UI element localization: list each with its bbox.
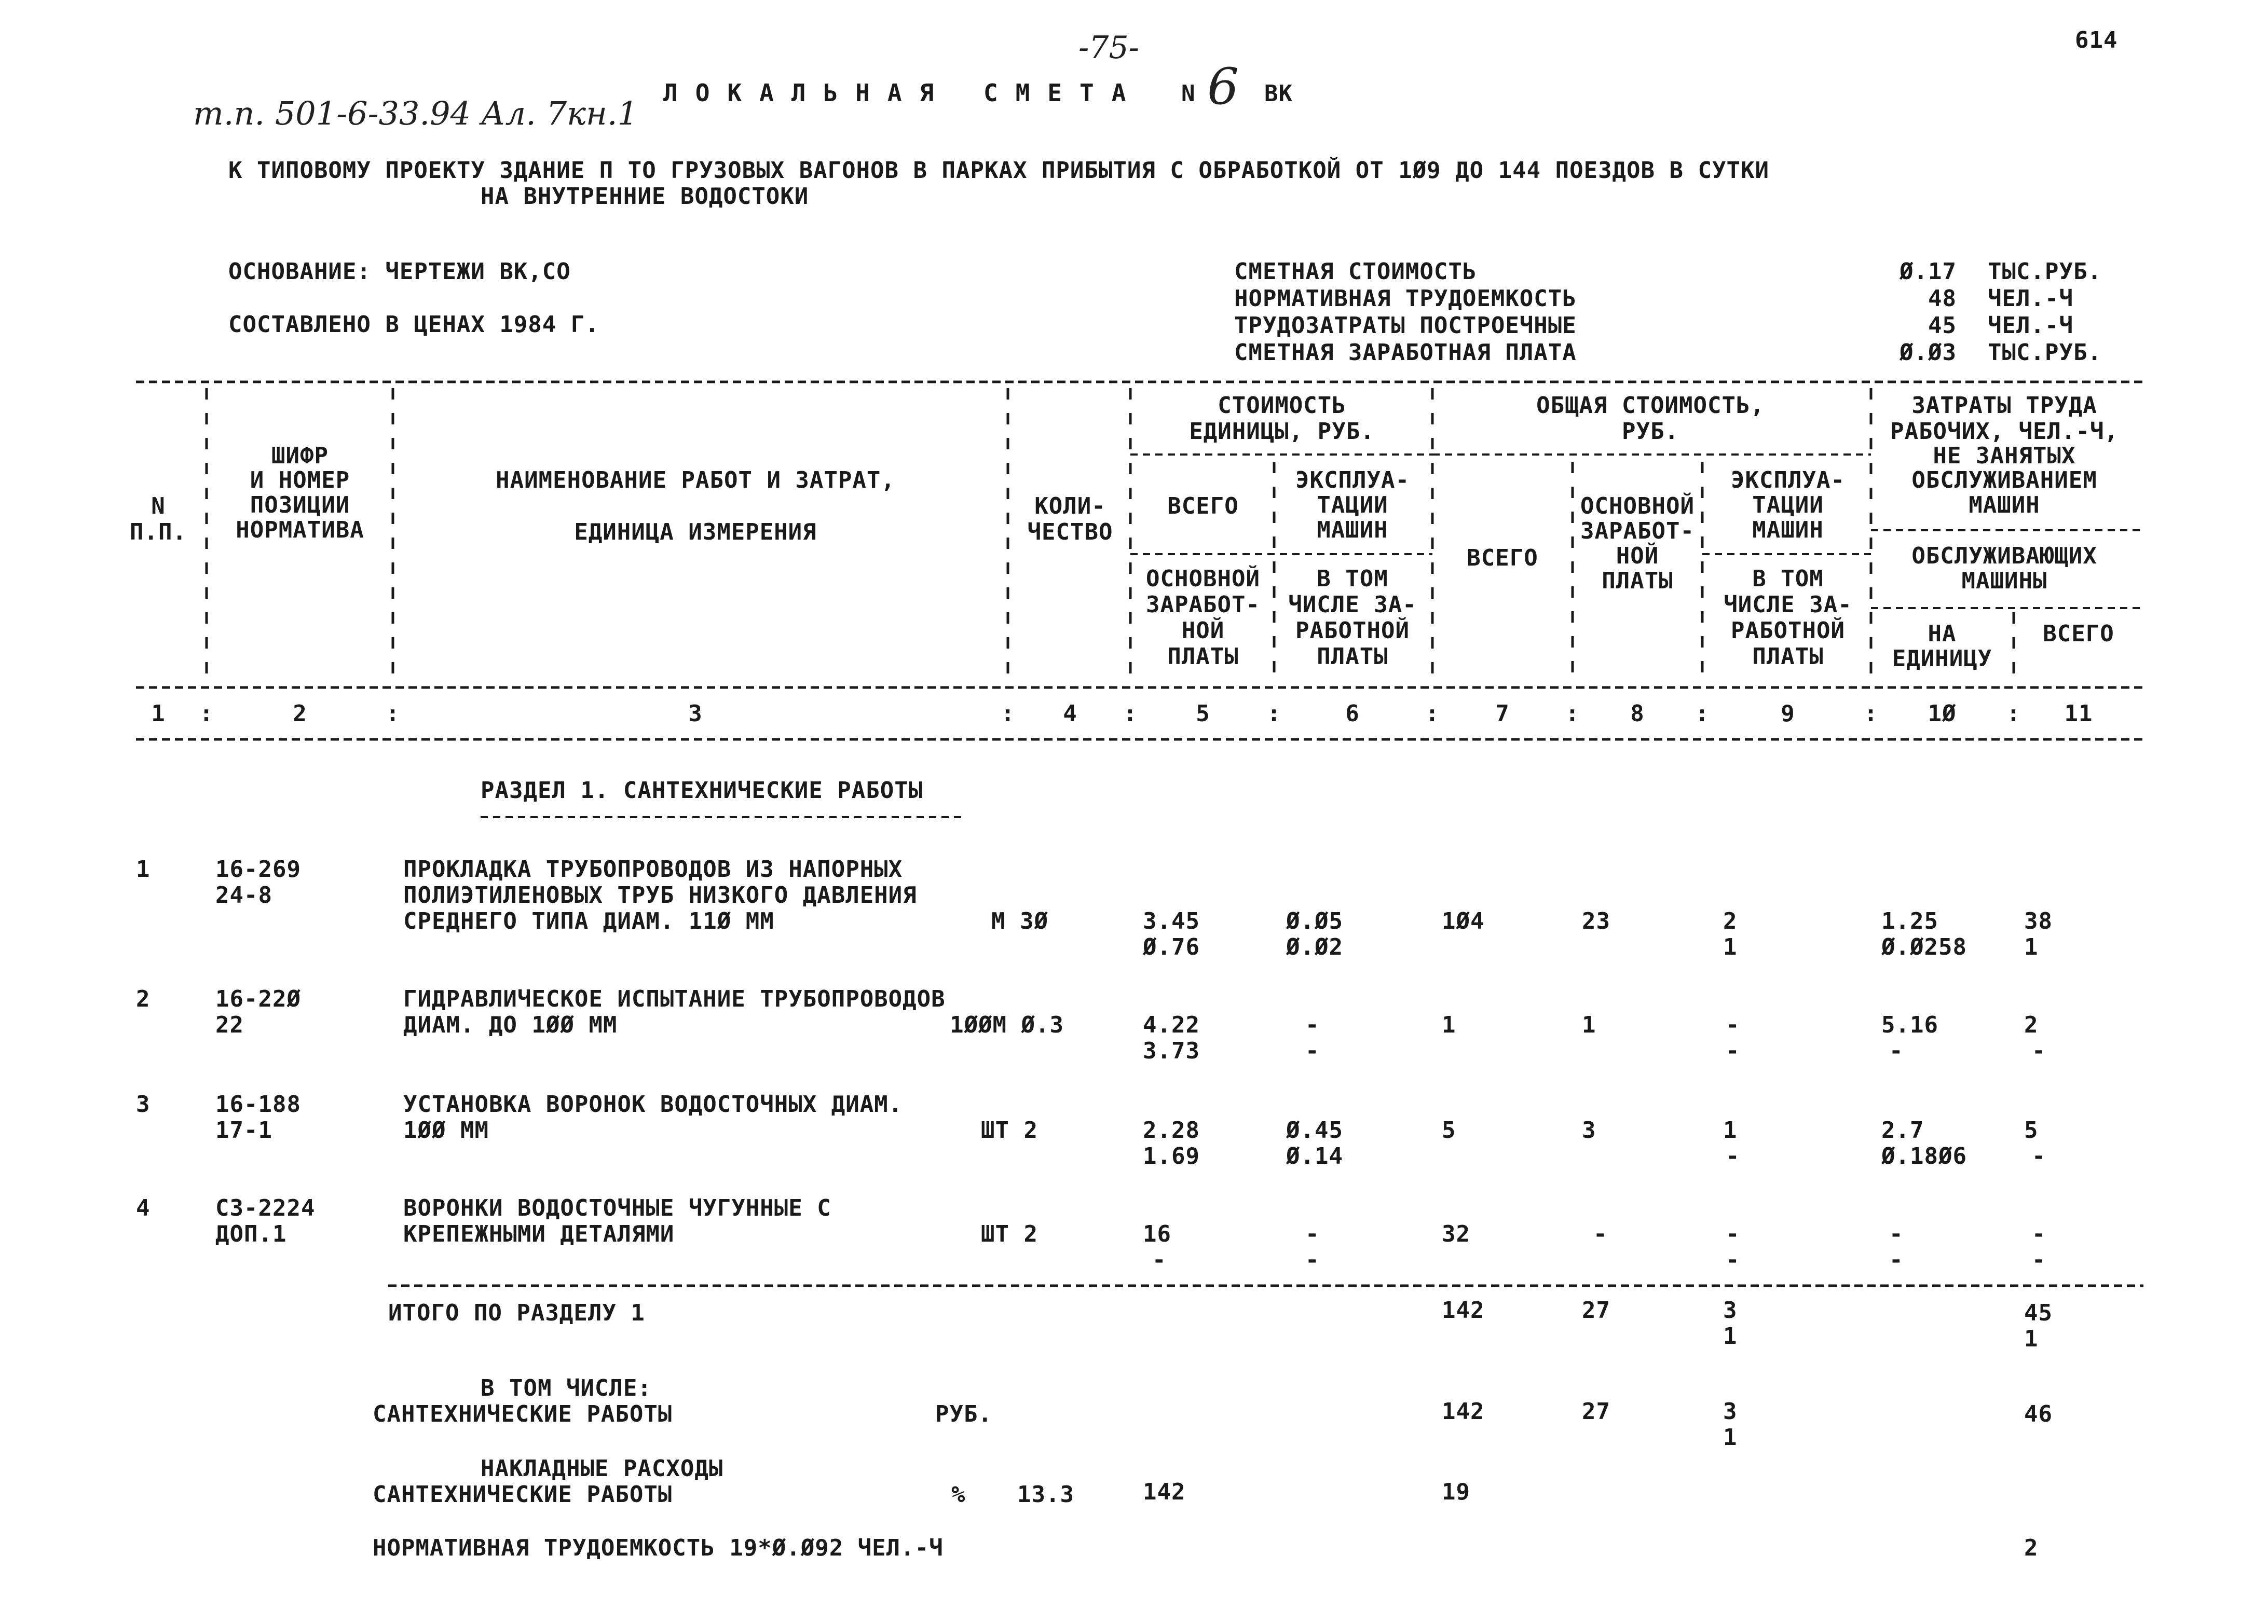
including-name: САНТЕХНИЧЕСКИЕ РАБОТЫ xyxy=(373,1401,673,1427)
summary-value: Ø.17 xyxy=(1900,258,1957,285)
total-c8: 27 xyxy=(1582,1297,1610,1324)
row-c6: - xyxy=(1305,1221,1320,1247)
header-col-8: НОЙ xyxy=(1616,543,1659,569)
header-col-2: НОРМАТИВА xyxy=(236,517,364,543)
row-c5: Ø.76 xyxy=(1143,934,1200,960)
header-col-9: В ТОМ xyxy=(1752,566,1824,592)
col-number: 4 xyxy=(1063,700,1077,727)
header-col-4: КОЛИ- xyxy=(1034,493,1106,519)
overhead-rate: 13.3 xyxy=(1017,1481,1074,1508)
col-number: 5 xyxy=(1196,700,1210,727)
row-c11: 2 xyxy=(2024,1012,2039,1038)
row-qty: ШТ 2 xyxy=(981,1221,1038,1247)
section-title: РАЗДЕЛ 1. САНТЕХНИЧЕСКИЕ РАБОТЫ xyxy=(481,777,923,804)
row-c9: 1 xyxy=(1723,1117,1738,1144)
header-labor: МАШИН xyxy=(1969,492,2040,518)
col-number: 11 xyxy=(2064,700,2093,727)
row-name: ГИДРАВЛИЧЕСКОЕ ИСПЫТАНИЕ ТРУБОПРОВОДОВ xyxy=(403,986,946,1012)
row-name: СРЕДНЕГО ТИПА ДИАМ. 11Ø ММ xyxy=(403,908,774,934)
svg-text::: : xyxy=(1267,700,1281,727)
row-c10: - xyxy=(1889,1038,1904,1064)
svg-text::: : xyxy=(1695,700,1710,727)
estimate-number: 6 xyxy=(1207,58,1239,116)
summary-unit: ТЫС.РУБ. xyxy=(1988,339,2102,366)
table-row xyxy=(136,986,2046,1064)
row-name: КРЕПЕЖНЫМИ ДЕТАЛЯМИ xyxy=(403,1221,675,1247)
header-col-6: РАБОТНОЙ xyxy=(1295,617,1410,644)
col-number: 9 xyxy=(1781,700,1795,727)
col-number: 1 xyxy=(151,700,166,727)
table-row xyxy=(136,1091,2046,1169)
header-col-3: НАИМЕНОВАНИЕ РАБОТ И ЗАТРАТ, xyxy=(496,467,895,493)
header-col-10: НА xyxy=(1928,621,1957,647)
row-c11: - xyxy=(2032,1143,2046,1169)
header-col-9: ЭКСПЛУА- xyxy=(1731,467,1845,493)
row-c10: 1.25 xyxy=(1881,908,1938,934)
row-code: ДОП.1 xyxy=(215,1221,287,1247)
table-row xyxy=(136,856,2053,960)
row-c11: 1 xyxy=(2024,934,2039,960)
total-c11: 1 xyxy=(2024,1326,2039,1352)
header-col-5: НОЙ xyxy=(1181,617,1225,644)
overhead-label: НАКЛАДНЫЕ РАСХОДЫ xyxy=(481,1455,723,1482)
header-col-6: В ТОМ xyxy=(1317,566,1388,592)
header-col-9: РАБОТНОЙ xyxy=(1731,617,1845,644)
col-number: 8 xyxy=(1630,700,1645,727)
row-c8: 23 xyxy=(1582,908,1610,934)
estimate-suffix: ВК xyxy=(1264,80,1293,107)
header-col-6: ПЛАТЫ xyxy=(1317,643,1388,670)
col-number: 2 xyxy=(293,700,307,727)
basis-text: ОСНОВАНИЕ: ЧЕРТЕЖИ ВК,СО xyxy=(228,258,571,285)
row-code: 16-188 xyxy=(215,1091,301,1118)
header-labor: НЕ ЗАНЯТЫХ xyxy=(1933,443,2076,469)
overhead-base: 142 xyxy=(1143,1479,1186,1505)
row-c6: - xyxy=(1305,1247,1320,1273)
row-c10: Ø.Ø258 xyxy=(1881,934,1967,960)
row-c9: - xyxy=(1726,1221,1740,1247)
row-c10: 2.7 xyxy=(1881,1117,1924,1144)
table-header xyxy=(130,392,2119,672)
row-c5: - xyxy=(1152,1247,1167,1273)
overhead-name: САНТЕХНИЧЕСКИЕ РАБОТЫ xyxy=(373,1481,673,1508)
norm-labor-block xyxy=(373,1535,2039,1561)
including-c9: 3 xyxy=(1723,1398,1738,1425)
header-col-11: ВСЕГО xyxy=(2043,621,2114,647)
row-c8: 1 xyxy=(1582,1012,1596,1038)
row-c7: 1 xyxy=(1442,1012,1456,1038)
row-number: 3 xyxy=(136,1091,151,1118)
header-col-3: ЕДИНИЦА ИЗМЕРЕНИЯ xyxy=(574,519,817,545)
header-col-6: ЭКСПЛУА- xyxy=(1295,467,1410,493)
row-c8: - xyxy=(1593,1221,1608,1247)
svg-text::: : xyxy=(1123,700,1138,727)
row-c10: - xyxy=(1889,1221,1904,1247)
handwritten-reference: т.п. 501-6-33.94 Ал. 7кн.1 xyxy=(193,94,638,132)
header-labor: ЗАТРАТЫ ТРУДА xyxy=(1911,392,2097,419)
column-numbers xyxy=(151,700,2093,727)
table-header-rules xyxy=(136,382,2143,739)
row-c10: - xyxy=(1889,1247,1904,1273)
header-col-8: ЗАРАБОТ- xyxy=(1580,518,1695,544)
page-number-handwritten: -75- xyxy=(1078,30,1139,66)
summary-value: 45 xyxy=(1928,312,1957,339)
row-qty: ШТ 2 xyxy=(981,1117,1038,1144)
col-number: 3 xyxy=(688,700,703,727)
header-total-cost: ОБЩАЯ СТОИМОСТЬ, xyxy=(1536,392,1765,419)
total-c11: 45 xyxy=(2024,1300,2053,1326)
row-code: 24-8 xyxy=(215,882,272,909)
header-col-2: ШИФР xyxy=(271,443,329,469)
row-name: ПОЛИЭТИЛЕНОВЫХ ТРУБ НИЗКОГО ДАВЛЕНИЯ xyxy=(403,882,917,909)
header-col-1: N xyxy=(151,493,166,519)
row-name: ВОРОНКИ ВОДОСТОЧНЫЕ ЧУГУННЫЕ С xyxy=(403,1195,831,1221)
page-number: 614 xyxy=(2075,27,2118,53)
row-c6: Ø.Ø2 xyxy=(1286,934,1343,960)
header-col-5: ВСЕГО xyxy=(1167,493,1239,519)
section-total xyxy=(388,1297,2053,1352)
header-col-10: ЕДИНИЦУ xyxy=(1892,645,1992,672)
svg-text::: : xyxy=(386,700,400,727)
header-col-5: ПЛАТЫ xyxy=(1167,643,1239,670)
row-c9: 2 xyxy=(1723,908,1738,934)
header-col-5: ЗАРАБОТ- xyxy=(1146,591,1260,618)
header-col-8: ПЛАТЫ xyxy=(1602,568,1673,594)
row-c9: - xyxy=(1726,1038,1740,1064)
overhead-block xyxy=(373,1455,1470,1508)
overhead-unit: % xyxy=(951,1481,966,1508)
header-col-6: МАШИН xyxy=(1317,517,1388,543)
project-subtitle: К ТИПОВОМУ ПРОЕКТУ ЗДАНИЕ П ТО ГРУЗОВЫХ ВАГОНОВ В ПАРКАХ ПРИБЫТИЯ С ОБРАБОТКОЙ ОТ 1Ø9 ДО 144 ПОЕЗДОВ В СУТКИ xyxy=(228,157,1769,184)
header-unit-cost: СТОИМОСТЬ xyxy=(1218,392,1346,419)
including-c9: 1 xyxy=(1723,1424,1738,1451)
svg-text::: : xyxy=(2006,700,2021,727)
row-c5: 3.73 xyxy=(1143,1038,1200,1064)
norm-labor-label: НОРМАТИВНАЯ ТРУДОЕМКОСТЬ 19*Ø.Ø92 ЧЕЛ.-Ч xyxy=(373,1535,944,1561)
row-name: ДИАМ. ДО 1ØØ ММ xyxy=(403,1012,618,1038)
summary-value: Ø.Ø3 xyxy=(1900,339,1957,366)
total-c9: 1 xyxy=(1723,1323,1738,1350)
header-col-6: ТАЦИИ xyxy=(1317,492,1388,518)
row-c8: 3 xyxy=(1582,1117,1596,1144)
norm-labor-c11: 2 xyxy=(2024,1535,2039,1561)
col-number: 7 xyxy=(1495,700,1510,727)
header-col-2: И НОМЕР xyxy=(250,467,350,493)
header-col-9: ТАЦИИ xyxy=(1752,492,1824,518)
including-unit: РУБ. xyxy=(935,1401,992,1427)
header-labor: ОБСЛУЖИВАНИЕМ xyxy=(1911,467,2097,493)
col-number: 6 xyxy=(1345,700,1360,727)
header-col-9: ПЛАТЫ xyxy=(1752,643,1824,670)
row-c11: 38 xyxy=(2024,908,2053,934)
row-c6: - xyxy=(1305,1012,1320,1038)
summary-label: НОРМАТИВНАЯ ТРУДОЕМКОСТЬ xyxy=(1234,285,1577,312)
row-name: 1ØØ ММ xyxy=(403,1117,489,1144)
row-c9: 1 xyxy=(1723,934,1738,960)
row-c10: 5.16 xyxy=(1881,1012,1938,1038)
row-c11: 5 xyxy=(2024,1117,2039,1144)
header-col-6: ЧИСЛЕ ЗА- xyxy=(1288,591,1417,618)
summary-block xyxy=(1234,258,2102,366)
row-number: 1 xyxy=(136,856,151,883)
row-c7: 1Ø4 xyxy=(1442,908,1485,934)
header-labor: РАБОЧИХ, ЧЕЛ.-Ч, xyxy=(1890,418,2119,445)
row-c5: 1.69 xyxy=(1143,1143,1200,1169)
row-code: 16-269 xyxy=(215,856,301,883)
row-c9: - xyxy=(1726,1012,1740,1038)
header-col-5: ОСНОВНОЙ xyxy=(1146,566,1260,592)
row-c6: Ø.14 xyxy=(1286,1143,1343,1169)
row-code: 16-22Ø xyxy=(215,986,301,1012)
header-labor-sub: МАШИНЫ xyxy=(1961,568,2047,594)
header-labor-sub: ОБСЛУЖИВАЮЩИХ xyxy=(1911,543,2097,569)
total-c7: 142 xyxy=(1442,1297,1485,1324)
row-code: 17-1 xyxy=(215,1117,272,1144)
including-block xyxy=(373,1375,2053,1451)
header-col-9: ЧИСЛЕ ЗА- xyxy=(1724,591,1852,618)
header-col-1: П.П. xyxy=(130,519,187,545)
row-c6: Ø.Ø5 xyxy=(1286,908,1343,934)
svg-text::: : xyxy=(1565,700,1580,727)
row-c5: 2.28 xyxy=(1143,1117,1200,1144)
row-c9: - xyxy=(1726,1143,1740,1169)
header-col-4: ЧЕСТВО xyxy=(1027,519,1113,545)
row-code: С3-2224 xyxy=(215,1195,316,1221)
row-c5: 3.45 xyxy=(1143,908,1200,934)
row-c10: Ø.18Ø6 xyxy=(1881,1143,1967,1169)
header-col-8: ОСНОВНОЙ xyxy=(1580,493,1695,519)
overhead-c7: 19 xyxy=(1442,1479,1470,1505)
summary-label: СМЕТНАЯ СТОИМОСТЬ xyxy=(1234,258,1477,285)
row-c5: 4.22 xyxy=(1143,1012,1200,1038)
header-unit-cost: ЕДИНИЦЫ, РУБ. xyxy=(1189,418,1375,445)
header-col-2: ПОЗИЦИИ xyxy=(250,492,350,518)
row-name: ПРОКЛАДКА ТРУБОПРОВОДОВ ИЗ НАПОРНЫХ xyxy=(403,856,903,883)
project-subtitle-2: НА ВНУТРЕННИЕ ВОДОСТОКИ xyxy=(481,183,809,210)
row-name: УСТАНОВКА ВОРОНОК ВОДОСТОЧНЫХ ДИАМ. xyxy=(403,1091,903,1118)
row-c11: - xyxy=(2032,1221,2046,1247)
row-c11: - xyxy=(2032,1038,2046,1064)
row-c6: - xyxy=(1305,1038,1320,1064)
header-total-cost: РУБ. xyxy=(1622,418,1679,445)
svg-text::: : xyxy=(199,700,214,727)
svg-text::: : xyxy=(1425,700,1440,727)
row-c6: Ø.45 xyxy=(1286,1117,1343,1144)
estimate-number-prefix: N xyxy=(1181,80,1196,107)
row-c9: - xyxy=(1726,1247,1740,1273)
col-number: 1Ø xyxy=(1928,700,1957,727)
summary-label: СМЕТНАЯ ЗАРАБОТНАЯ ПЛАТА xyxy=(1234,339,1577,366)
total-c9: 3 xyxy=(1723,1297,1738,1324)
summary-unit: ТЫС.РУБ. xyxy=(1988,258,2102,285)
row-c11: - xyxy=(2032,1247,2046,1273)
row-qty: 1ØØМ Ø.3 xyxy=(950,1012,1064,1038)
row-c7: 32 xyxy=(1442,1221,1470,1247)
table-row xyxy=(136,1195,2046,1273)
summary-value: 48 xyxy=(1928,285,1957,312)
row-number: 2 xyxy=(136,986,151,1012)
row-qty: М 3Ø xyxy=(991,908,1048,934)
header-col-7: ВСЕГО xyxy=(1467,545,1538,571)
row-code: 22 xyxy=(215,1012,244,1038)
including-c11: 46 xyxy=(2024,1401,2053,1427)
including-label: В ТОМ ЧИСЛЕ: xyxy=(481,1375,652,1401)
summary-unit: ЧЕЛ.-Ч xyxy=(1988,285,2073,312)
svg-text::: : xyxy=(1001,700,1015,727)
header-col-9: МАШИН xyxy=(1752,517,1824,543)
summary-unit: ЧЕЛ.-Ч xyxy=(1988,312,2073,339)
document-title: ЛОКАЛЬНАЯ СМЕТА xyxy=(663,79,1144,107)
svg-text::: : xyxy=(1864,700,1878,727)
summary-label: ТРУДОЗАТРАТЫ ПОСТРОЕЧНЫЕ xyxy=(1234,312,1577,339)
including-c8: 27 xyxy=(1582,1398,1610,1425)
row-c5: 16 xyxy=(1143,1221,1171,1247)
row-c7: 5 xyxy=(1442,1117,1456,1144)
total-label: ИТОГО ПО РАЗДЕЛУ 1 xyxy=(388,1300,645,1326)
price-base-text: СОСТАВЛЕНО В ЦЕНАХ 1984 Г. xyxy=(228,311,599,338)
including-c7: 142 xyxy=(1442,1398,1485,1425)
row-number: 4 xyxy=(136,1195,151,1221)
